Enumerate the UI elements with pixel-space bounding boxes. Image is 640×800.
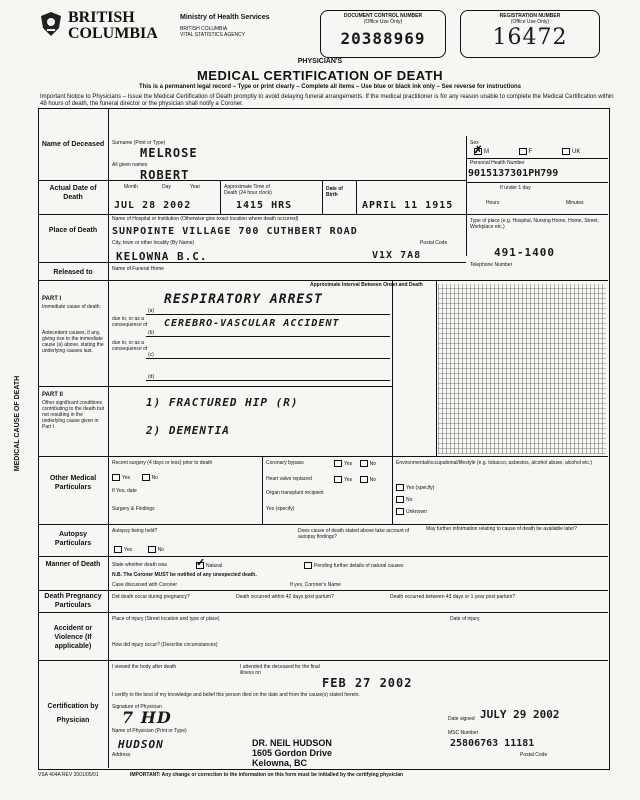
city-value: KELOWNA B.C.	[116, 250, 208, 263]
doc-control-box	[320, 10, 446, 58]
cause-c-label: (c)	[148, 352, 154, 358]
death-date-value: JUL 28 2002	[114, 200, 192, 211]
registration-box	[460, 10, 600, 58]
bc-crest-icon	[38, 10, 64, 38]
surgery-yes-checkbox[interactable]	[112, 474, 120, 481]
row-divider	[38, 524, 608, 525]
legal-note: This is a permanent legal record – Type or print clearly – Complete all items – Use blue or black ink only – See reverse for instructions	[138, 84, 522, 90]
row-divider	[466, 214, 608, 215]
surname-value: MELROSE	[140, 146, 198, 160]
col-divider	[392, 456, 393, 524]
hospital-label: Name of Hospital or Institution (Otherwise give exact location where death occurred)	[112, 216, 299, 222]
registration-number: 16472	[492, 25, 568, 50]
lifestyle-yes	[396, 484, 434, 491]
autopsy-stated-label: Does cause of death stated above take account of autopsy findings?	[298, 528, 410, 540]
attended-date-value: FEB 27 2002	[322, 676, 413, 690]
coronary-no-label: No	[369, 460, 376, 467]
interval-col-divider	[392, 280, 393, 456]
cause-line	[146, 358, 390, 359]
organ-yes-specify: Yes (specify)	[266, 506, 295, 512]
row-divider	[38, 280, 608, 281]
autopsy-no-checkbox[interactable]	[148, 546, 156, 553]
autopsy-held-label: Autopsy being held?	[112, 528, 158, 534]
brand-logo-text	[68, 10, 158, 42]
pregnancy-q2: Death occurred within 42 days post partum?	[236, 594, 334, 600]
agency-line-1: BRITISH COLUMBIA	[180, 26, 228, 32]
cause-line	[146, 380, 390, 381]
sex-f-checkbox[interactable]	[519, 148, 527, 155]
natural-option-label: Natural	[206, 562, 223, 569]
autopsy-section-label: Autopsy Particulars	[54, 531, 92, 547]
coronary-no-checkbox[interactable]	[360, 460, 368, 467]
part2-line-1: 1) FRACTURED HIP (R)	[146, 396, 299, 409]
physician-name-label: Name of Physician (Print or Type)	[112, 728, 187, 734]
phone-value: 491-1400	[494, 246, 555, 259]
viewed-body-label: I viewed the body after death	[112, 664, 177, 670]
surgery-findings-label: Surgery & Findings	[112, 506, 155, 512]
if-yes-date-label: If Yes, date	[112, 488, 137, 494]
sex-uk-label: UK	[572, 149, 581, 156]
postal-value: V1X 7A8	[372, 250, 422, 261]
col-divider	[220, 180, 221, 214]
pending-checkbox[interactable]	[304, 562, 312, 569]
valve-no-checkbox[interactable]	[360, 476, 368, 483]
coronary-yes-checkbox[interactable]	[334, 460, 342, 467]
part2-desc: Other significant conditions contributing to the death but not resulting in the underlying cause given in Part I	[42, 400, 104, 430]
hours-label: Hours	[486, 200, 500, 206]
heart-valve-label: Heart valve replaced	[266, 476, 312, 482]
sex-options	[474, 148, 580, 156]
attended-label: I attended the deceased for the final illness on	[240, 664, 320, 676]
ministry-name: Ministry of Health Services	[180, 14, 270, 21]
part2-title: PART II	[42, 392, 63, 398]
dob-value: APRIL 11 1915	[362, 200, 454, 211]
postal-label: Postal Code	[420, 240, 448, 246]
physician-notice: Important Notice to Physicians – Issue the Medical Certification of Death promptly to avoid delaying funeral arrangements. If the medical practitioner is for any reason unable to complete the Medical Certification within 48 hours of death, the funeral director or the physician shall notify a Coroner.	[40, 94, 614, 107]
registration-note: (Office Use Only)	[510, 19, 550, 25]
natural-label: State whether death was	[112, 562, 168, 568]
place-type-label: Type of place (e.g. Hospital, Nursing Home, Home, Street, Workplace etc.)	[470, 218, 599, 230]
heart-valve-options	[334, 476, 376, 483]
minutes-label: Minutes	[566, 200, 584, 206]
doc-control-label: DOCUMENT CONTROL NUMBER	[343, 13, 423, 19]
doc-control-note: (Office Use Only)	[363, 19, 403, 25]
dob-label: Date of Birth	[326, 186, 343, 198]
lifestyle-no-label: No	[406, 496, 413, 503]
pending-option-label: Pending further details of natural causes	[314, 562, 404, 569]
row-divider	[38, 612, 608, 613]
injury-date-label: Date of injury	[450, 616, 480, 622]
registration-label: REGISTRATION NUMBER	[499, 13, 561, 19]
coronary-options	[334, 460, 376, 467]
part1-title: PART I	[42, 296, 62, 302]
part2-line-2: 2) DEMENTIA	[146, 424, 230, 437]
autopsy-further-label: May further information relating to cause of death be available later?	[426, 526, 577, 532]
day-label: Day	[162, 184, 171, 190]
sex-f-label: F	[528, 149, 533, 156]
name-section-label: Name of Deceased	[41, 141, 105, 148]
coroner-note: N.B. The Coroner MUST be notified of any unexpected death.	[112, 572, 257, 578]
row-divider	[38, 214, 466, 215]
cause-b-prefix: due to, or as a consequence of	[112, 316, 148, 328]
sex-m-label: M	[484, 149, 489, 156]
certification-section-label: Certification by Physician	[47, 703, 99, 724]
sex-uk-checkbox[interactable]	[562, 148, 570, 155]
valve-no-label: No	[369, 476, 376, 483]
cause-line	[146, 314, 390, 315]
discussed-with-coroner: Case discussed with Coroner	[112, 582, 178, 588]
physician-name-value: HUDSON	[118, 738, 164, 751]
month-label: Month	[124, 184, 138, 190]
part1-antecedent: Antecedent causes, if any, giving rise to the immediate cause (a) above, stating the underlying causes last.	[42, 330, 104, 354]
pregnancy-section-label: Death Pregnancy Particulars	[44, 593, 102, 609]
surgery-label: Recent surgery (4 days or less) prior to death	[112, 460, 213, 466]
other-particulars-section-label: Other Medical Particulars	[49, 475, 97, 491]
date-signed-value: JULY 29 2002	[480, 708, 560, 721]
surgery-no-label: No	[151, 474, 158, 481]
col-divider	[356, 180, 357, 214]
col-divider	[322, 180, 323, 214]
injury-how-label: How did injury occur? (Describe circumstances)	[112, 642, 218, 648]
lifestyle-no-checkbox[interactable]	[396, 496, 404, 503]
agency-name	[180, 26, 245, 38]
row-divider	[466, 182, 608, 183]
physicians-label: PHYSICIAN'S	[297, 58, 343, 65]
lifestyle-no	[396, 496, 412, 503]
phn-label: Personal Health Number	[470, 160, 525, 166]
released-section-label: Released to	[53, 269, 93, 276]
sex-label: Sex	[470, 140, 479, 146]
row-divider	[38, 660, 608, 661]
given-names-label: All given names	[112, 162, 148, 168]
natural-check-mark: ✓	[196, 557, 206, 569]
important-footer: IMPORTANT: Any change or correction to the information on this form must be initialled by the certifying physician	[130, 772, 404, 778]
cause-line	[146, 336, 390, 337]
certify-text: I certify to the best of my knowledge and belief this person died on the date and from the cause(s) stated herein.	[112, 692, 360, 698]
row-divider	[38, 386, 392, 387]
form-title: MEDICAL CERTIFICATION OF DEATH	[196, 68, 444, 83]
time-of-death-value: 1415 HRS	[236, 200, 293, 211]
signature-label: Signature of Physician	[112, 704, 162, 710]
sex-col-divider	[466, 136, 467, 256]
surgery-options	[112, 474, 158, 481]
coroner-name-label: If yes, Coroner's Name	[290, 582, 341, 588]
pending-option	[304, 562, 404, 569]
lifestyle-label: Environmental/occupational/lifestyle (e.g. tobacco, asbestos, alcohol abuse, alcohol etc.)	[396, 460, 592, 466]
surgery-yes-label: Yes	[122, 474, 131, 481]
stamp-line-1: DR. NEIL HUDSON	[252, 738, 332, 748]
year-label: Year	[190, 184, 201, 190]
row-divider	[466, 158, 608, 159]
autopsy-no-label: No	[157, 546, 164, 553]
row-divider	[38, 456, 608, 457]
cause-b-label: (b)	[148, 330, 155, 336]
surgery-no-checkbox[interactable]	[142, 474, 150, 481]
row-divider	[38, 180, 466, 181]
lifestyle-yes-checkbox[interactable]	[396, 484, 404, 491]
part1-desc: Immediate cause of death.	[42, 304, 101, 310]
autopsy-yes-label: Yes	[124, 546, 133, 553]
stamp-line-3: Kelowna, BC	[252, 758, 308, 768]
time-of-death-label: Approximate Time of Death (24 hour clock)	[224, 184, 272, 196]
row-divider	[38, 556, 608, 557]
physician-signature: 7 HD	[122, 708, 172, 727]
form-number: VSA 404A REV 2001/05/01	[38, 772, 99, 778]
physician-stamp	[252, 738, 332, 768]
cause-d-label: (d)	[148, 374, 155, 380]
address-label: Address	[112, 752, 131, 758]
hospital-value: SUNPOINTE VILLAGE 700 CUTHBERT ROAD	[112, 226, 358, 237]
pregnancy-q1: Did death occur during pregnancy?	[112, 594, 190, 600]
autopsy-held-options	[114, 546, 164, 553]
phn-value: 9015137301PH799	[468, 168, 559, 179]
autopsy-yes-checkbox[interactable]	[114, 546, 122, 553]
cause-a-label: (a)	[148, 308, 155, 314]
interval-col-divider	[436, 280, 437, 456]
msc-value: 25806763 11181	[450, 738, 535, 749]
stamp-line-2: 1605 Gordon Drive	[252, 748, 333, 758]
death-date-section-label: Actual Date of Death	[49, 185, 97, 201]
phone-label: Telephone Number	[470, 262, 513, 268]
manner-section-label: Manner of Death	[45, 561, 101, 568]
cert-postal-label: Postal Code	[520, 752, 548, 758]
cause-c-prefix: due to, or as a consequence of	[112, 340, 148, 352]
row-divider	[38, 262, 466, 263]
coronary-bypass-label: Coronary bypass	[266, 460, 304, 466]
sex-m-check-mark: ✗	[474, 145, 483, 156]
left-column-divider	[108, 108, 109, 768]
lifestyle-unknown-checkbox[interactable]	[396, 508, 404, 515]
lifestyle-yes-label: Yes (specify)	[406, 484, 435, 491]
cause-b-value: CEREBRO-VASCULAR ACCIDENT	[164, 318, 340, 329]
pregnancy-q3: Death occurred between 43 days or 1 year post partum?	[390, 594, 516, 600]
valve-yes-checkbox[interactable]	[334, 476, 342, 483]
brand-line-1: BRITISH	[68, 9, 135, 26]
cause-a-value: RESPIRATORY ARREST	[164, 292, 323, 307]
city-label: City, town or other locality (By Name)	[112, 240, 195, 246]
col-divider	[262, 456, 263, 524]
date-signed-label: Date signed	[448, 716, 475, 722]
funeral-home-label: Name of Funeral Home	[112, 266, 164, 272]
medical-cause-side-label: MEDICAL CAUSE OF DEATH	[14, 375, 22, 472]
doc-control-number: 20388969	[340, 29, 426, 48]
interval-header: Approximate Interval Between Onset and Death	[310, 282, 423, 288]
accident-section-label: Accident or Violence (If applicable)	[53, 625, 93, 650]
place-section-label: Place of Death	[48, 227, 98, 234]
msc-label: MSC Number	[448, 730, 479, 736]
given-names-value: ROBERT	[140, 168, 190, 182]
brand-line-2: COLUMBIA	[68, 25, 158, 42]
office-use-shaded-area	[438, 284, 606, 454]
agency-line-2: VITAL STATISTICS AGENCY	[180, 32, 246, 38]
coronary-yes-label: Yes	[344, 460, 353, 467]
age-under-day-label: If under 1 day	[500, 185, 531, 191]
organ-recipient-label: Organ transplant recipient	[266, 490, 324, 496]
lifestyle-unknown-label: Unknown	[406, 508, 427, 515]
injury-place-label: Place of injury (Street location and type of place)	[112, 616, 220, 622]
row-divider	[38, 590, 608, 591]
lifestyle-unknown	[396, 508, 427, 515]
surname-label: Surname (Print or Type)	[112, 140, 166, 146]
valve-yes-label: Yes	[344, 476, 353, 483]
